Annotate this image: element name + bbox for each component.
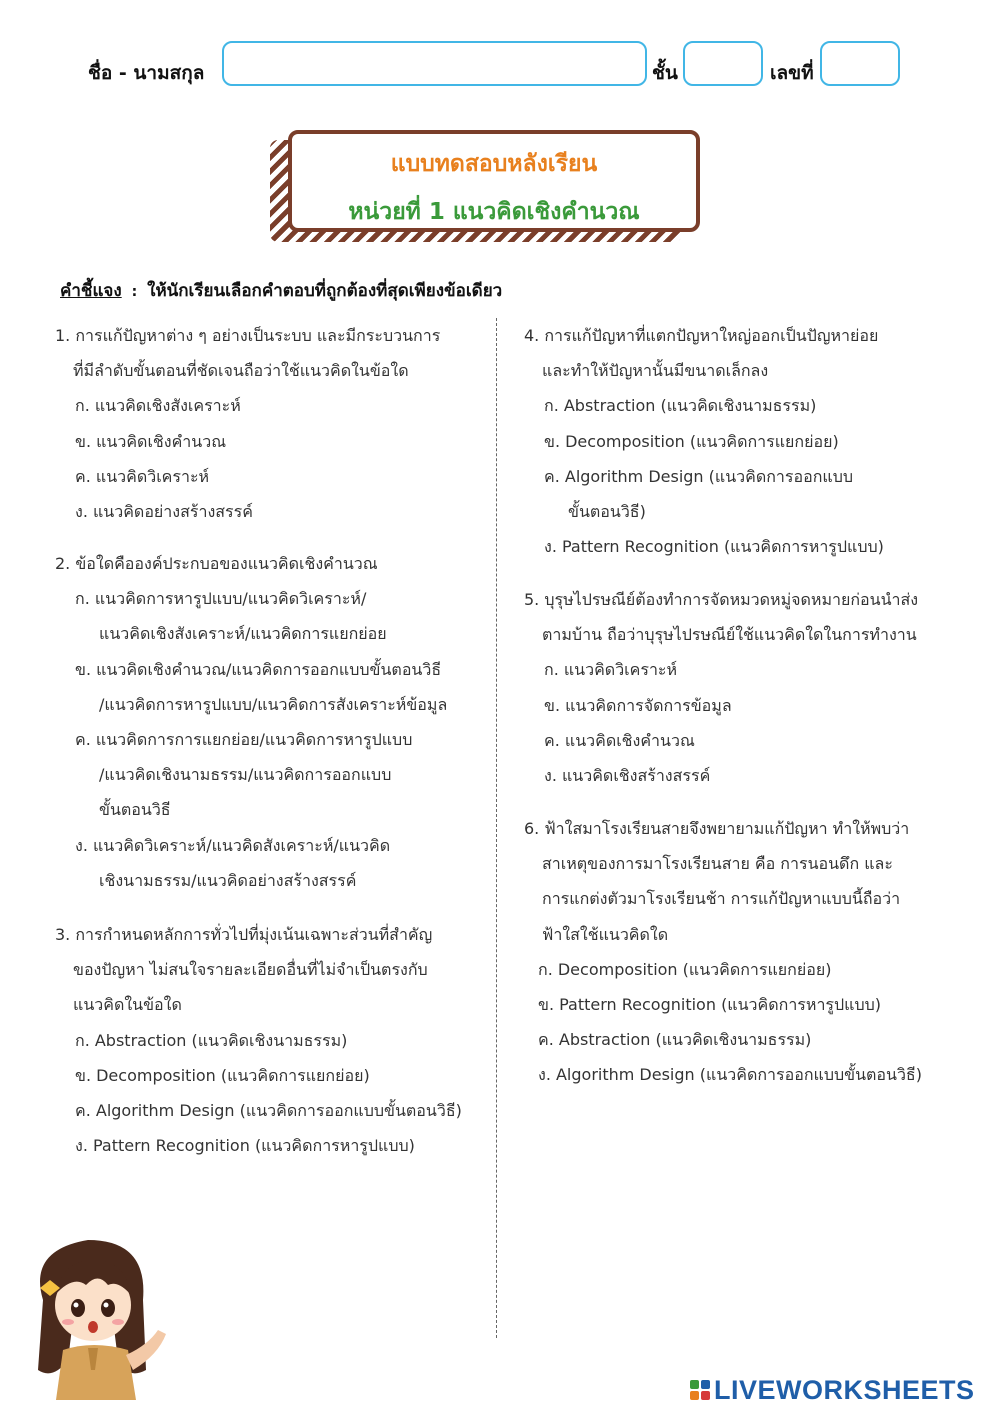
column-divider [496,318,497,1338]
answer-option[interactable]: ค. แนวคิดเชิงคำนวณ [544,730,695,750]
answer-option[interactable]: ง. Algorithm Design (แนวคิดการออกแบบขั้นตอนวิธี) [538,1065,922,1085]
question-text-line: และทำให้ปัญหานั้นมีขนาดเล็กลง [542,361,769,381]
question-text-line: การแกต่งตัวมาโรงเรียนช้า การแก้ปัญหาแบบนี้ถือว่า [542,889,901,909]
mascot-girl-illustration [18,1230,168,1400]
class-field[interactable] [683,41,763,86]
banner-subtitle: หน่วยที่ 1 แนวคิดเชิงคำนวณ [348,199,640,225]
answer-option[interactable]: ง. แนวคิดวิเคราะห์/แนวคิดสังเคราะห์/แนวคิด [75,835,391,855]
question-6 [524,811,922,1093]
question-text-line: ตามบ้าน ถือว่าบุรุษไปรษณีย์ใช้แนวคิดใดในการทำงาน [542,625,917,645]
banner-title: แบบทดสอบหลังเรียน [390,151,598,177]
answer-option-continued: เชิงนามธรรม/แนวคิดอย่างสร้างสรรค์ [99,870,357,890]
question-5 [524,582,918,793]
answer-option[interactable]: ค. Algorithm Design (แนวคิดการออกแบบขั้นตอนวิธี) [75,1100,462,1120]
answer-option-continued: ขั้นตอนวิธี) [568,501,646,521]
answer-option[interactable]: ง. Pattern Recognition (แนวคิดการหารูปแบบ) [75,1136,415,1156]
answer-option[interactable]: ก. Abstraction (แนวคิดเชิงนามธรรม) [544,396,817,416]
answer-option[interactable]: ค. Abstraction (แนวคิดเชิงนามธรรม) [538,1030,812,1050]
answer-option-continued: /แนวคิดการหารูปแบบ/แนวคิดการสังเคราะห์ข้อมูล [99,694,448,714]
question-text-line: 1. การแก้ปัญหาต่าง ๆ อย่างเป็นระบบ และมีกระบวนการ [55,326,441,345]
answer-option[interactable]: ข. Decomposition (แนวคิดการแยกย่อย) [75,1065,370,1085]
question-1 [55,318,440,529]
answer-option[interactable]: ข. แนวคิดเชิงคำนวณ [75,431,227,451]
answer-option[interactable]: ง. Pattern Recognition (แนวคิดการหารูปแบบ) [544,537,884,557]
logo-text: LIVEWORKSHEETS [714,1374,975,1405]
answer-option[interactable]: ก. แนวคิดเชิงสังเคราะห์ [75,396,241,416]
question-3 [55,917,462,1163]
question-text-line: ของปัญหา ไม่สนใจรายละเอียดอื่นที่ไม่จำเป็นตรงกับ [73,960,428,980]
answer-option[interactable]: ก. แนวคิดการหารูปแบบ/แนวคิดวิเคราะห์/ [75,589,367,609]
question-text-line: 5. บุรุษไปรษณีย์ต้องทำการจัดหมวดหมู่จดหมายก่อนนำส่ง [524,590,919,609]
answer-option-continued: ขั้นตอนวิธี [99,800,171,820]
answer-option[interactable]: ข. Pattern Recognition (แนวคิดการหารูปแบบ) [538,994,882,1014]
answer-option[interactable]: ง. แนวคิดเชิงสร้างสรรค์ [544,765,711,785]
answer-option[interactable]: ข. แนวคิดการจัดการข้อมูล [544,695,732,715]
question-4 [524,318,884,564]
question-2 [55,546,447,898]
logo-squares-icon [690,1380,710,1400]
instruction-separator: : [131,284,138,300]
liveworksheets-logo[interactable] [690,1375,975,1405]
answer-option[interactable]: ง. แนวคิดอย่างสร้างสรรค์ [75,501,253,521]
instruction-text: ให้นักเรียนเลือกคำตอบที่ถูกต้องที่สุดเพียงข้อเดียว [147,281,503,301]
question-text-line: แนวคิดในข้อใด [73,995,182,1015]
question-text-line: 4. การแก้ปัญหาที่แตกปัญหาใหญ่ออกเป็นปัญหาย่อย [524,326,879,345]
number-label: เลขที่ [770,62,814,84]
question-text-line: 3. การกำหนดหลักการทั่วไปที่มุ่งเน้นเฉพาะส่วนที่สำคัญ [55,925,433,944]
question-text-line: สาเหตุของการมาโรงเรียนสาย คือ การนอนดึก และ [542,854,893,874]
answer-option[interactable]: ข. แนวคิดเชิงคำนวณ/แนวคิดการออกแบบขั้นตอนวิธี [75,659,442,679]
answer-option[interactable]: ก. Decomposition (แนวคิดการแยกย่อย) [538,959,832,979]
question-text-line: ที่มีลำดับขั้นตอนที่ชัดเจนถือว่าใช้แนวคิดในข้อใด [73,361,409,381]
name-label: ชื่อ - นามสกุล [88,62,205,84]
question-text-line: 2. ข้อใดคือองค์ประกบอของแนวคิดเชิงคำนวณ [55,554,378,573]
answer-option[interactable]: ค. แนวคิดวิเคราะห์ [75,466,210,486]
number-field[interactable] [820,41,900,86]
instruction [60,277,502,304]
answer-option[interactable]: ค. Algorithm Design (แนวคิดการออกแบบ [544,466,854,486]
question-text-line: 6. ฟ้าใสมาโรงเรียนสายจึงพยายามแก้ปัญหา ทำให้พบว่า [524,819,910,838]
name-field[interactable] [222,41,647,86]
answer-option[interactable]: ก. แนวคิดวิเคราะห์ [544,660,678,680]
answer-option[interactable]: ข. Decomposition (แนวคิดการแยกย่อย) [544,431,839,451]
answer-option-continued: /แนวคิดเชิงนามธรรม/แนวคิดการออกแบบ [99,765,392,785]
answer-option[interactable]: ก. Abstraction (แนวคิดเชิงนามธรรม) [75,1030,348,1050]
class-label: ชั้น [652,62,678,84]
question-text-line: ฟ้าใสใช้แนวคิดใด [542,924,669,944]
instruction-label: คำชี้แจง [60,281,122,301]
answer-option[interactable]: ค. แนวคิดการการแยกย่อย/แนวคิดการหารูปแบบ [75,729,413,749]
answer-option-continued: แนวคิดเชิงสังเคราะห์/แนวคิดการแยกย่อย [99,624,387,644]
